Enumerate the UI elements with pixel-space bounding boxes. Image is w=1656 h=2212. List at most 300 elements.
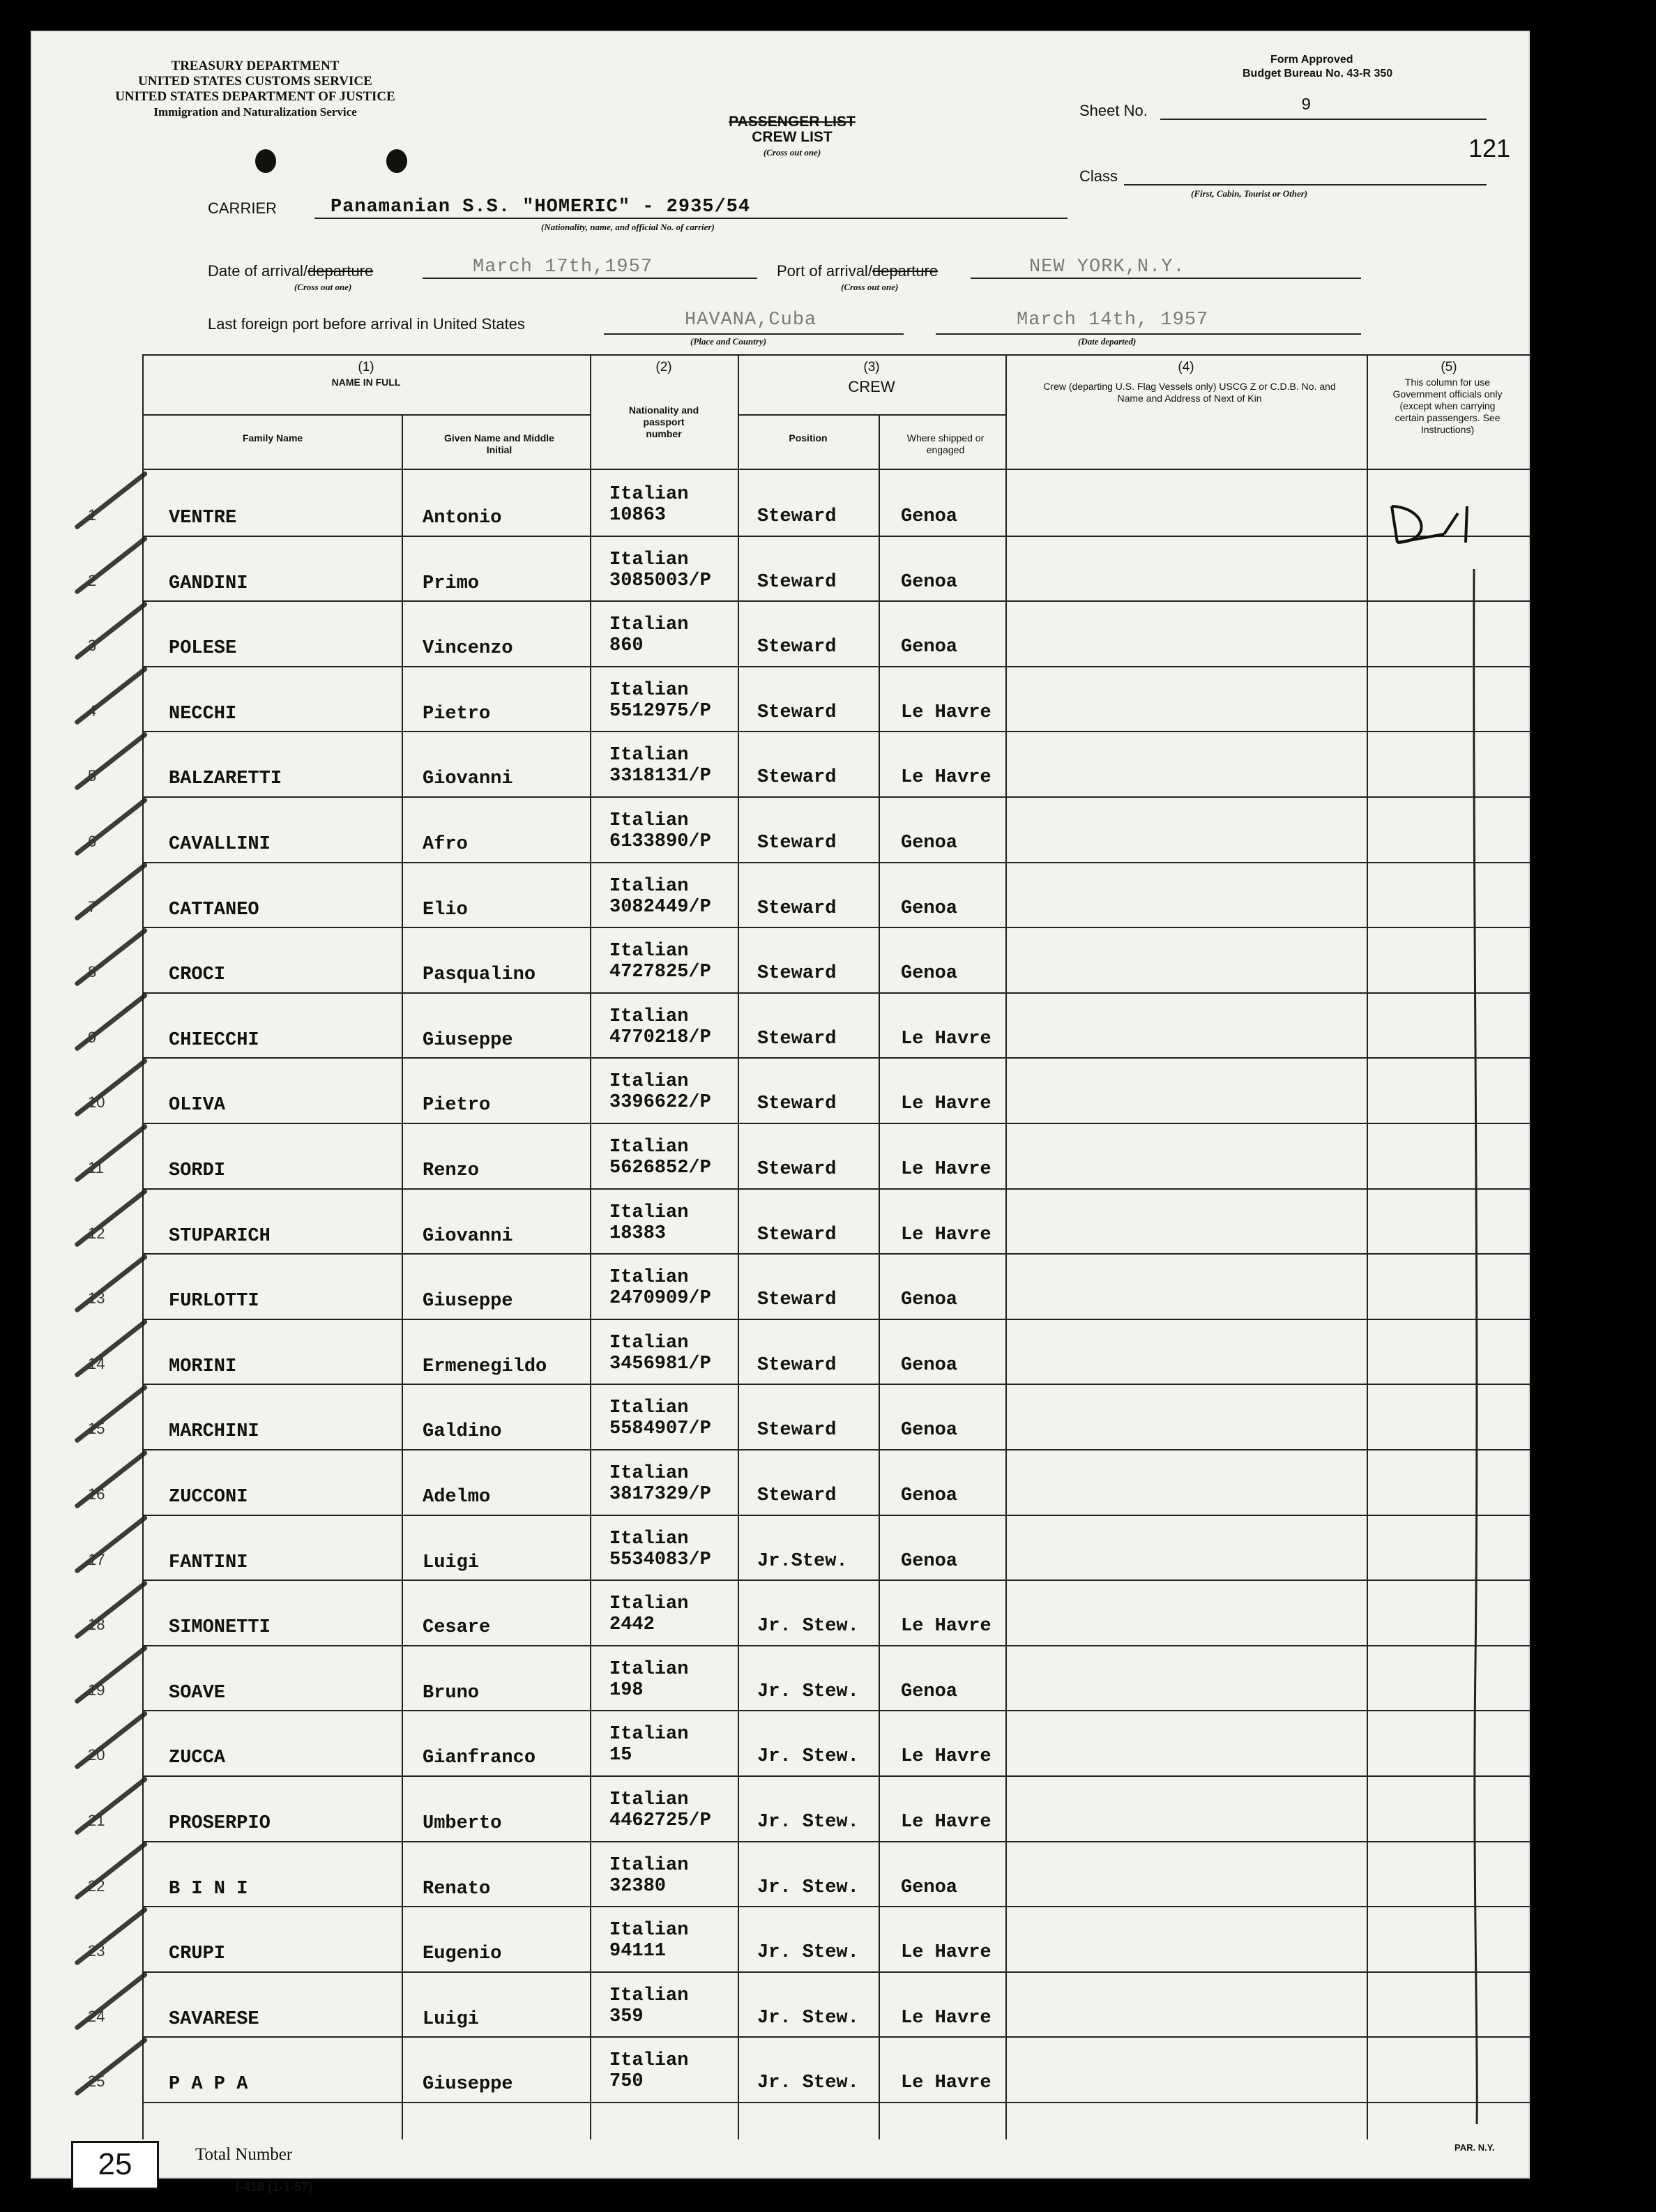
where-engaged: Le Havre [901,2007,992,2029]
carrier-label: CARRIER [208,199,278,217]
crew-position: Steward [757,506,837,527]
nationality: Italian [609,679,689,701]
row-check-mark [74,1907,149,1967]
family-name: GANDINI [169,573,248,594]
agency-line: TREASURY DEPARTMENT [171,59,340,73]
row-check-mark [74,796,149,856]
given-name: Giovanni [423,1225,513,1247]
row-check-mark [74,862,149,922]
family-name: CRUPI [169,1944,226,1965]
where-engaged: Le Havre [901,1616,992,1637]
crew-position: Steward [757,963,837,985]
nationality: Italian [609,1267,689,1289]
col1a-title: Family Name [242,432,303,444]
row-number: 12 [88,1224,105,1242]
nationality: Italian [609,1593,689,1615]
col-rule-6 [1367,354,1368,2139]
departed-line [936,333,1361,335]
nationality: Italian [609,745,689,766]
col3b-title: Where shipped or engaged [906,432,985,455]
row-rule [142,1515,1531,1516]
given-name: Gianfranco [423,1748,536,1769]
row-check-mark [74,1515,149,1575]
port-value: NEW YORK,N.Y. [1029,257,1185,278]
class-label: Class [1079,167,1118,185]
given-name: Afro [423,834,468,855]
foreign-port-line [604,333,904,335]
row-number: 6 [88,833,97,850]
port-cross-caption: (Cross out one) [841,282,899,292]
given-name: Giovanni [423,768,513,790]
given-name: Eugenio [423,1944,502,1965]
family-name: STUPARICH [169,1225,271,1247]
passport-number: 3082449/P [609,896,711,918]
where-engaged: Genoa [901,1289,958,1311]
col4-title: Crew (departing U.S. Flag Vessels only) USCG Z or C.D.B. No. and Name and Address of Next of Kin [1043,381,1336,404]
list-title-crew: CREW LIST [752,129,833,145]
family-name: MARCHINI [169,1421,259,1443]
row-number: 18 [88,1616,105,1634]
row-number: 5 [88,767,97,785]
where-engaged: Genoa [901,571,958,593]
row-check-mark [74,1123,149,1183]
crew-position: Jr. Stew. [757,1681,859,1702]
row-rule [142,1253,1531,1255]
class-line [1124,184,1487,185]
where-engaged: Le Havre [901,1942,992,1964]
given-name: Umberto [423,1813,502,1834]
family-name: BALZARETTI [169,768,282,790]
port-line [971,278,1361,279]
family-name: SOAVE [169,1682,226,1704]
family-name: PROSERPIO [169,1813,271,1834]
where-engaged: Le Havre [901,1028,992,1050]
family-name: MORINI [169,1356,237,1377]
where-engaged: Genoa [901,1485,958,1506]
col-rule-3 [738,354,739,2139]
sheet-value: 9 [1301,96,1312,115]
date-label-text: Date of arrival/ [208,262,308,280]
passport-number: 4727825/P [609,962,711,983]
row-rule [142,731,1531,732]
passport-number: 2442 [609,1614,655,1636]
given-name: Luigi [423,2008,480,2030]
date-label-struck: departure [307,262,374,280]
form-approved [1243,53,1392,81]
row-rule [142,992,1531,994]
col-rule-left [142,354,144,2139]
nationality: Italian [609,1071,689,1093]
passport-number: 3318131/P [609,766,711,787]
where-engaged: Le Havre [901,1224,992,1245]
carrier-caption: (Nationality, name, and official No. of carrier) [541,222,715,232]
nationality: Italian [609,1789,689,1810]
passport-number: 3085003/P [609,570,711,591]
nationality: Italian [609,1137,689,1158]
header-bottom-rule [142,469,1531,470]
crew-position: Jr. Stew. [757,1942,859,1964]
agency-block [60,59,450,120]
row-number: 21 [88,1812,105,1829]
row-rule [142,666,1531,667]
crew-position: Steward [757,702,837,723]
foreign-port-caption: (Place and Country) [690,336,767,347]
date-cross-caption: (Cross out one) [294,282,352,292]
passport-number: 359 [609,2006,644,2027]
family-name: FURLOTTI [169,1291,259,1312]
passport-number: 10863 [609,505,667,526]
row-number: 10 [88,1093,105,1112]
row-rule [142,1645,1531,1646]
page-number: 121 [1468,134,1511,162]
nationality: Italian [609,1854,689,1876]
passport-number: 32380 [609,1875,667,1897]
given-name: Giuseppe [423,1029,513,1051]
given-name: Pietro [423,1095,491,1116]
passport-number: 3817329/P [609,1484,711,1505]
row-number: 24 [88,2007,105,2025]
date-line [423,278,757,279]
given-name: Galdino [423,1421,502,1443]
row-check-mark [74,1188,149,1248]
row-number: 8 [88,963,97,981]
foreign-port-label: Last foreign port before arrival in United States [208,315,525,333]
row-number: 4 [88,702,97,720]
crew-position: Steward [757,1485,837,1506]
given-name: Pietro [423,703,491,725]
crew-list-form [31,31,1530,2194]
given-name: Renato [423,1878,491,1900]
crew-position: Jr. Stew. [757,1877,859,1898]
date-label [208,262,373,280]
family-name: SORDI [169,1160,226,1181]
row-check-mark [74,1841,149,1901]
departed-value: March 14th, 1957 [1017,310,1209,331]
carrier-value: Panamanian S.S. "HOMERIC" - 2935/54 [331,197,751,218]
agency-line: UNITED STATES CUSTOMS SERVICE [138,74,372,89]
printer-mark: PAR. N.Y. [1454,2142,1495,2153]
row-check-mark [74,1580,149,1640]
row-check-mark [74,2037,149,2097]
row-rule [142,796,1531,798]
col-rule-5 [1005,354,1007,2139]
nationality: Italian [609,1724,689,1745]
family-name: VENTRE [169,508,237,529]
where-engaged: Genoa [901,833,958,854]
family-name: OLIVA [169,1095,226,1116]
row-number: 20 [88,1746,105,1764]
row-check-mark [74,927,149,987]
list-title-struck: PASSENGER LIST [729,114,856,130]
col-rule-2 [590,354,591,2139]
row-check-mark [74,1384,149,1444]
family-name: CHIECCHI [169,1029,259,1051]
row-rule [142,1710,1531,1711]
where-engaged: Genoa [901,1354,958,1376]
row-check-mark [74,1971,149,2031]
where-engaged: Genoa [901,637,958,658]
given-name: Giuseppe [423,1291,513,1312]
passport-number: 2470909/P [609,1288,711,1310]
where-engaged: Genoa [901,1420,958,1441]
row-check-mark [74,1645,149,1705]
col-rule-1 [402,414,403,2139]
family-name: CATTANEO [169,899,259,921]
col1-number: (1) [358,360,374,374]
nationality: Italian [609,1006,689,1027]
where-engaged: Le Havre [901,2073,992,2094]
list-title [632,114,952,160]
nationality: Italian [609,614,689,636]
row-check-mark [74,601,149,661]
family-name: ZUCCONI [169,1487,248,1508]
punch-hole [386,149,407,173]
nationality: Italian [609,484,689,505]
where-engaged: Le Havre [901,702,992,723]
where-engaged: Le Havre [901,1746,992,1768]
row-rule [142,1384,1531,1385]
row-number: 15 [88,1420,105,1438]
passport-number: 18383 [609,1222,667,1244]
row-number: 23 [88,1942,105,1960]
given-name: Pasqualino [423,964,536,986]
form-number: I-418 (1-1-57) [236,2180,313,2194]
row-rule [142,1775,1531,1777]
departed-caption: (Date departed) [1078,336,1137,347]
col3-number: (3) [863,360,880,374]
agency-line: Immigration and Naturalization Service [153,105,357,119]
crew-position: Steward [757,833,837,854]
nationality: Italian [609,810,689,831]
row-rule [142,1449,1531,1450]
row-check-mark [74,470,149,530]
row-number: 2 [88,571,97,589]
col4-number: (4) [1178,360,1194,374]
nationality: Italian [609,549,689,570]
nationality: Italian [609,1397,689,1419]
passport-number: 750 [609,2071,644,2093]
class-caption: (First, Cabin, Tourist or Other) [1191,188,1308,199]
crew-position: Jr. Stew. [757,2007,859,2029]
row-rule [142,1188,1531,1190]
where-engaged: Genoa [901,506,958,527]
foreign-port-value: HAVANA,Cuba [685,310,817,331]
row-check-mark [74,1058,149,1118]
row-rule [142,1319,1531,1320]
family-name: FANTINI [169,1552,248,1573]
where-engaged: Le Havre [901,1812,992,1833]
crew-position: Steward [757,1420,837,1441]
given-name: Luigi [423,1552,480,1573]
passport-number: 6133890/P [609,831,711,852]
form-approved-label: Form Approved [1270,54,1353,66]
given-name: Vincenzo [423,638,513,660]
crew-position: Steward [757,1354,837,1376]
nationality: Italian [609,875,689,897]
row-number: 3 [88,637,97,655]
col2-title: Nationality and passport number [628,404,699,439]
given-name: Bruno [423,1682,480,1704]
nationality: Italian [609,1920,689,1941]
row-rule [142,1580,1531,1581]
where-engaged: Le Havre [901,1093,992,1115]
row-rule [142,1057,1531,1059]
row-number: 11 [88,1159,104,1176]
crew-position: Steward [757,897,837,919]
family-name: NECCHI [169,703,237,725]
crew-position: Jr. Stew. [757,2073,859,2094]
col2-number: (2) [655,360,672,374]
col5-title: This column for use Government officials only (except when carrying certain passengers. See Instructions) [1392,377,1503,435]
row-number: 19 [88,1681,105,1699]
row-check-mark [74,1775,149,1835]
where-engaged: Le Havre [901,1159,992,1180]
col1-title: NAME IN FULL [331,377,401,388]
row-number: 14 [88,1354,105,1372]
row-number: 13 [88,1289,105,1308]
official-handwritten-mark [1378,478,1517,2138]
list-title-hint: (Cross out one) [763,147,821,158]
passport-number: 5584907/P [609,1418,711,1440]
port-label-text: Port of arrival/ [777,262,872,280]
row-check-mark [74,1711,149,1771]
row-rule [142,2102,1531,2103]
nationality: Italian [609,1658,689,1680]
col1b-title: Given Name and Middle Initial [444,432,554,455]
nationality: Italian [609,1985,689,2006]
punch-hole [255,149,276,173]
sheet-label: Sheet No. [1079,102,1148,119]
date-value: March 17th,1957 [473,257,653,278]
row-check-mark [74,536,149,596]
crew-position: Steward [757,637,837,658]
row-rule [142,600,1531,602]
row-check-mark [74,992,149,1052]
crew-position: Jr. Stew. [757,1616,859,1637]
row-rule [142,927,1531,928]
crew-position: Steward [757,1028,837,1050]
row-check-mark [74,666,149,726]
passport-number: 4462725/P [609,1810,711,1831]
row-rule [142,1841,1531,1842]
family-name: SAVARESE [169,2008,259,2030]
passport-number: 3396622/P [609,1092,711,1114]
nationality: Italian [609,1332,689,1354]
row-check-mark [74,732,149,791]
nationality: Italian [609,2050,689,2072]
row-number: 9 [88,1028,97,1046]
given-name: Renzo [423,1160,480,1181]
row-rule [142,536,1531,537]
crew-position: Jr.Stew. [757,1550,848,1572]
row-rule [142,1971,1531,1973]
row-check-mark [74,1319,149,1379]
crew-position: Steward [757,1224,837,1245]
given-name: Giuseppe [423,2074,513,2096]
crew-position: Steward [757,767,837,789]
row-rule [142,2036,1531,2038]
carrier-line [314,218,1068,219]
family-name: POLESE [169,638,237,660]
where-engaged: Le Havre [901,767,992,789]
row-check-mark [74,1449,149,1509]
row-number: 7 [88,897,97,916]
total-number-label: Total Number [195,2145,293,2164]
crew-position: Jr. Stew. [757,1812,859,1833]
where-engaged: Genoa [901,1550,958,1572]
given-name: Ermenegildo [423,1356,547,1377]
sheet-line [1160,119,1487,120]
nationality: Italian [609,1528,689,1550]
col3a-title: Position [789,432,828,444]
where-engaged: Genoa [901,1877,958,1898]
port-label [777,262,938,280]
family-name: ZUCCA [169,1748,226,1769]
crew-sub-rule [738,414,1005,416]
family-name: CROCI [169,964,226,986]
row-number: 25 [88,2073,105,2091]
passport-number: 3456981/P [609,1353,711,1374]
passport-number: 4770218/P [609,1027,711,1048]
family-name: B I N I [169,1878,248,1900]
crew-position: Steward [757,571,837,593]
row-number: 17 [88,1550,105,1568]
row-rule [142,1123,1531,1124]
table-top-rule [142,354,1531,356]
crew-position: Jr. Stew. [757,1746,859,1768]
family-name: P A P A [169,2074,248,2096]
name-sub-rule [142,414,590,416]
passport-number: 198 [609,1679,644,1701]
row-rule [142,1906,1531,1907]
col-rule-4 [879,414,880,2139]
passport-number: 5534083/P [609,1549,711,1570]
nationality: Italian [609,1463,689,1484]
where-engaged: Genoa [901,1681,958,1702]
where-engaged: Genoa [901,897,958,919]
passport-number: 15 [609,1745,632,1766]
col3-title: CREW [848,378,895,395]
given-name: Adelmo [423,1487,491,1508]
nationality: Italian [609,941,689,962]
row-number: 16 [88,1485,105,1503]
where-engaged: Genoa [901,963,958,985]
crew-position: Steward [757,1093,837,1115]
given-name: Antonio [423,508,502,529]
crew-position: Steward [757,1289,837,1311]
crew-position: Steward [757,1159,837,1180]
passport-number: 860 [609,635,644,657]
given-name: Primo [423,573,480,594]
passport-number: 94111 [609,1941,667,1962]
given-name: Elio [423,899,468,921]
given-name: Cesare [423,1617,491,1639]
passport-number: 5512975/P [609,700,711,722]
family-name: CAVALLINI [169,834,271,855]
total-number-box: 25 [71,2141,159,2190]
family-name: SIMONETTI [169,1617,271,1639]
col5-number: (5) [1441,360,1457,374]
row-number: 1 [88,506,97,524]
row-check-mark [74,1254,149,1314]
row-rule [142,862,1531,863]
row-number: 22 [88,1877,105,1895]
agency-line: UNITED STATES DEPARTMENT OF JUSTICE [115,89,395,104]
port-label-struck: departure [872,262,939,280]
passport-number: 5626852/P [609,1158,711,1179]
budget-bureau: Budget Bureau No. 43-R 350 [1243,68,1393,79]
nationality: Italian [609,1202,689,1223]
